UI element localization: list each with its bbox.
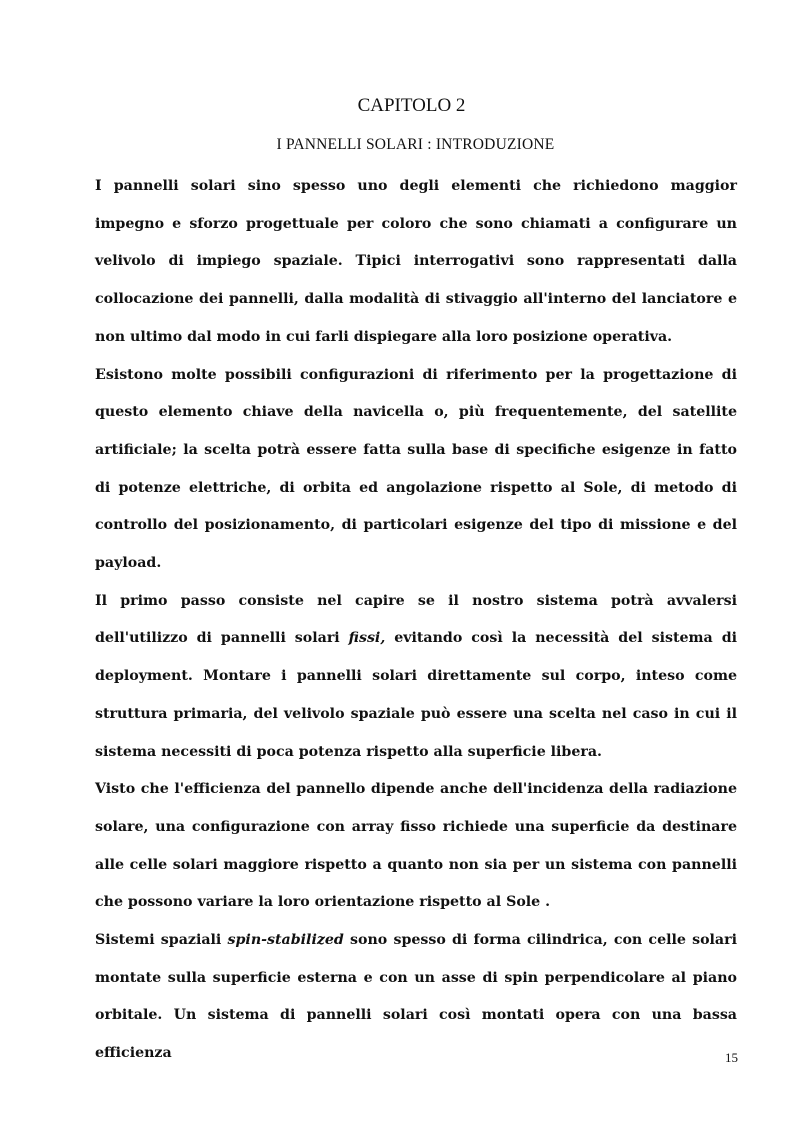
paragraph-3	[95, 583, 737, 772]
page-number: 15	[725, 1050, 738, 1065]
paragraph-3-text-end: evitando così la necessità del sistema di deployment. Montare i pannelli solari direttamente sul corpo, inteso come struttura primaria, del velivolo spaziale può essere una scelta nel caso in cui il sistema necessiti di poca potenza rispetto alla superficie libera.	[95, 630, 737, 760]
section-title: I PANNELLI SOLARI : INTRODUZIONE	[276, 136, 555, 153]
paragraph-1: I pannelli solari sino spesso uno degli elementi che richiedono maggior impegno e sforzo progettuale per coloro che sono chiamati a configurare un velivolo di impiego spaziale. Tipici interrogativi sono rappresentati dalla collocazione dei pannelli, dalla modalità di stivaggio all'interno del lanciatore e non ultimo dal modo in cui farli dispiegare alla loro posizione operativa.	[95, 178, 737, 345]
paragraph-4: Visto che l'efficienza del pannello dipende anche dell'incidenza della radiazione solare, una configurazione con array fisso richiede una superficie da destinare alle celle solari maggiore rispetto a quanto non sia per un sistema con pannelli che possono variare la loro orientazione rispetto al Sole .	[95, 781, 737, 911]
paragraph-5-text-end: sono spesso di forma cilindrica, con celle solari montate sulla superficie esterna e con un asse di spin perpendicolare al piano orbitale. Un sistema di pannelli solari così montati opera con una bassa efficienza	[95, 932, 737, 1062]
paragraph-5-text-start: Sistemi spaziali	[95, 932, 228, 949]
paragraph-5-emphasis: spin-stabilized	[227, 932, 344, 949]
body-text	[95, 168, 737, 1073]
chapter-title: CAPITOLO 2	[357, 95, 466, 116]
paragraph-2: Esistono molte possibili configurazioni di riferimento per la progettazione di questo elemento chiave della navicella o, più frequentemente, del satellite artificiale; la scelta potrà essere fatta sulla base di specifiche esigenze in fatto di potenze elettriche, di orbita ed angolazione rispetto al Sole, di metodo di controllo del posizionamento, di particolari esigenze del tipo di missione e del payload.	[95, 366, 737, 572]
paragraph-5	[95, 922, 737, 1073]
paragraph-3-text-start: Il primo passo consiste nel capire se il nostro sistema potrà avvalersi dell'utilizzo di pannelli solari	[95, 592, 737, 647]
paragraph-3-emphasis: fissi,	[348, 630, 386, 647]
